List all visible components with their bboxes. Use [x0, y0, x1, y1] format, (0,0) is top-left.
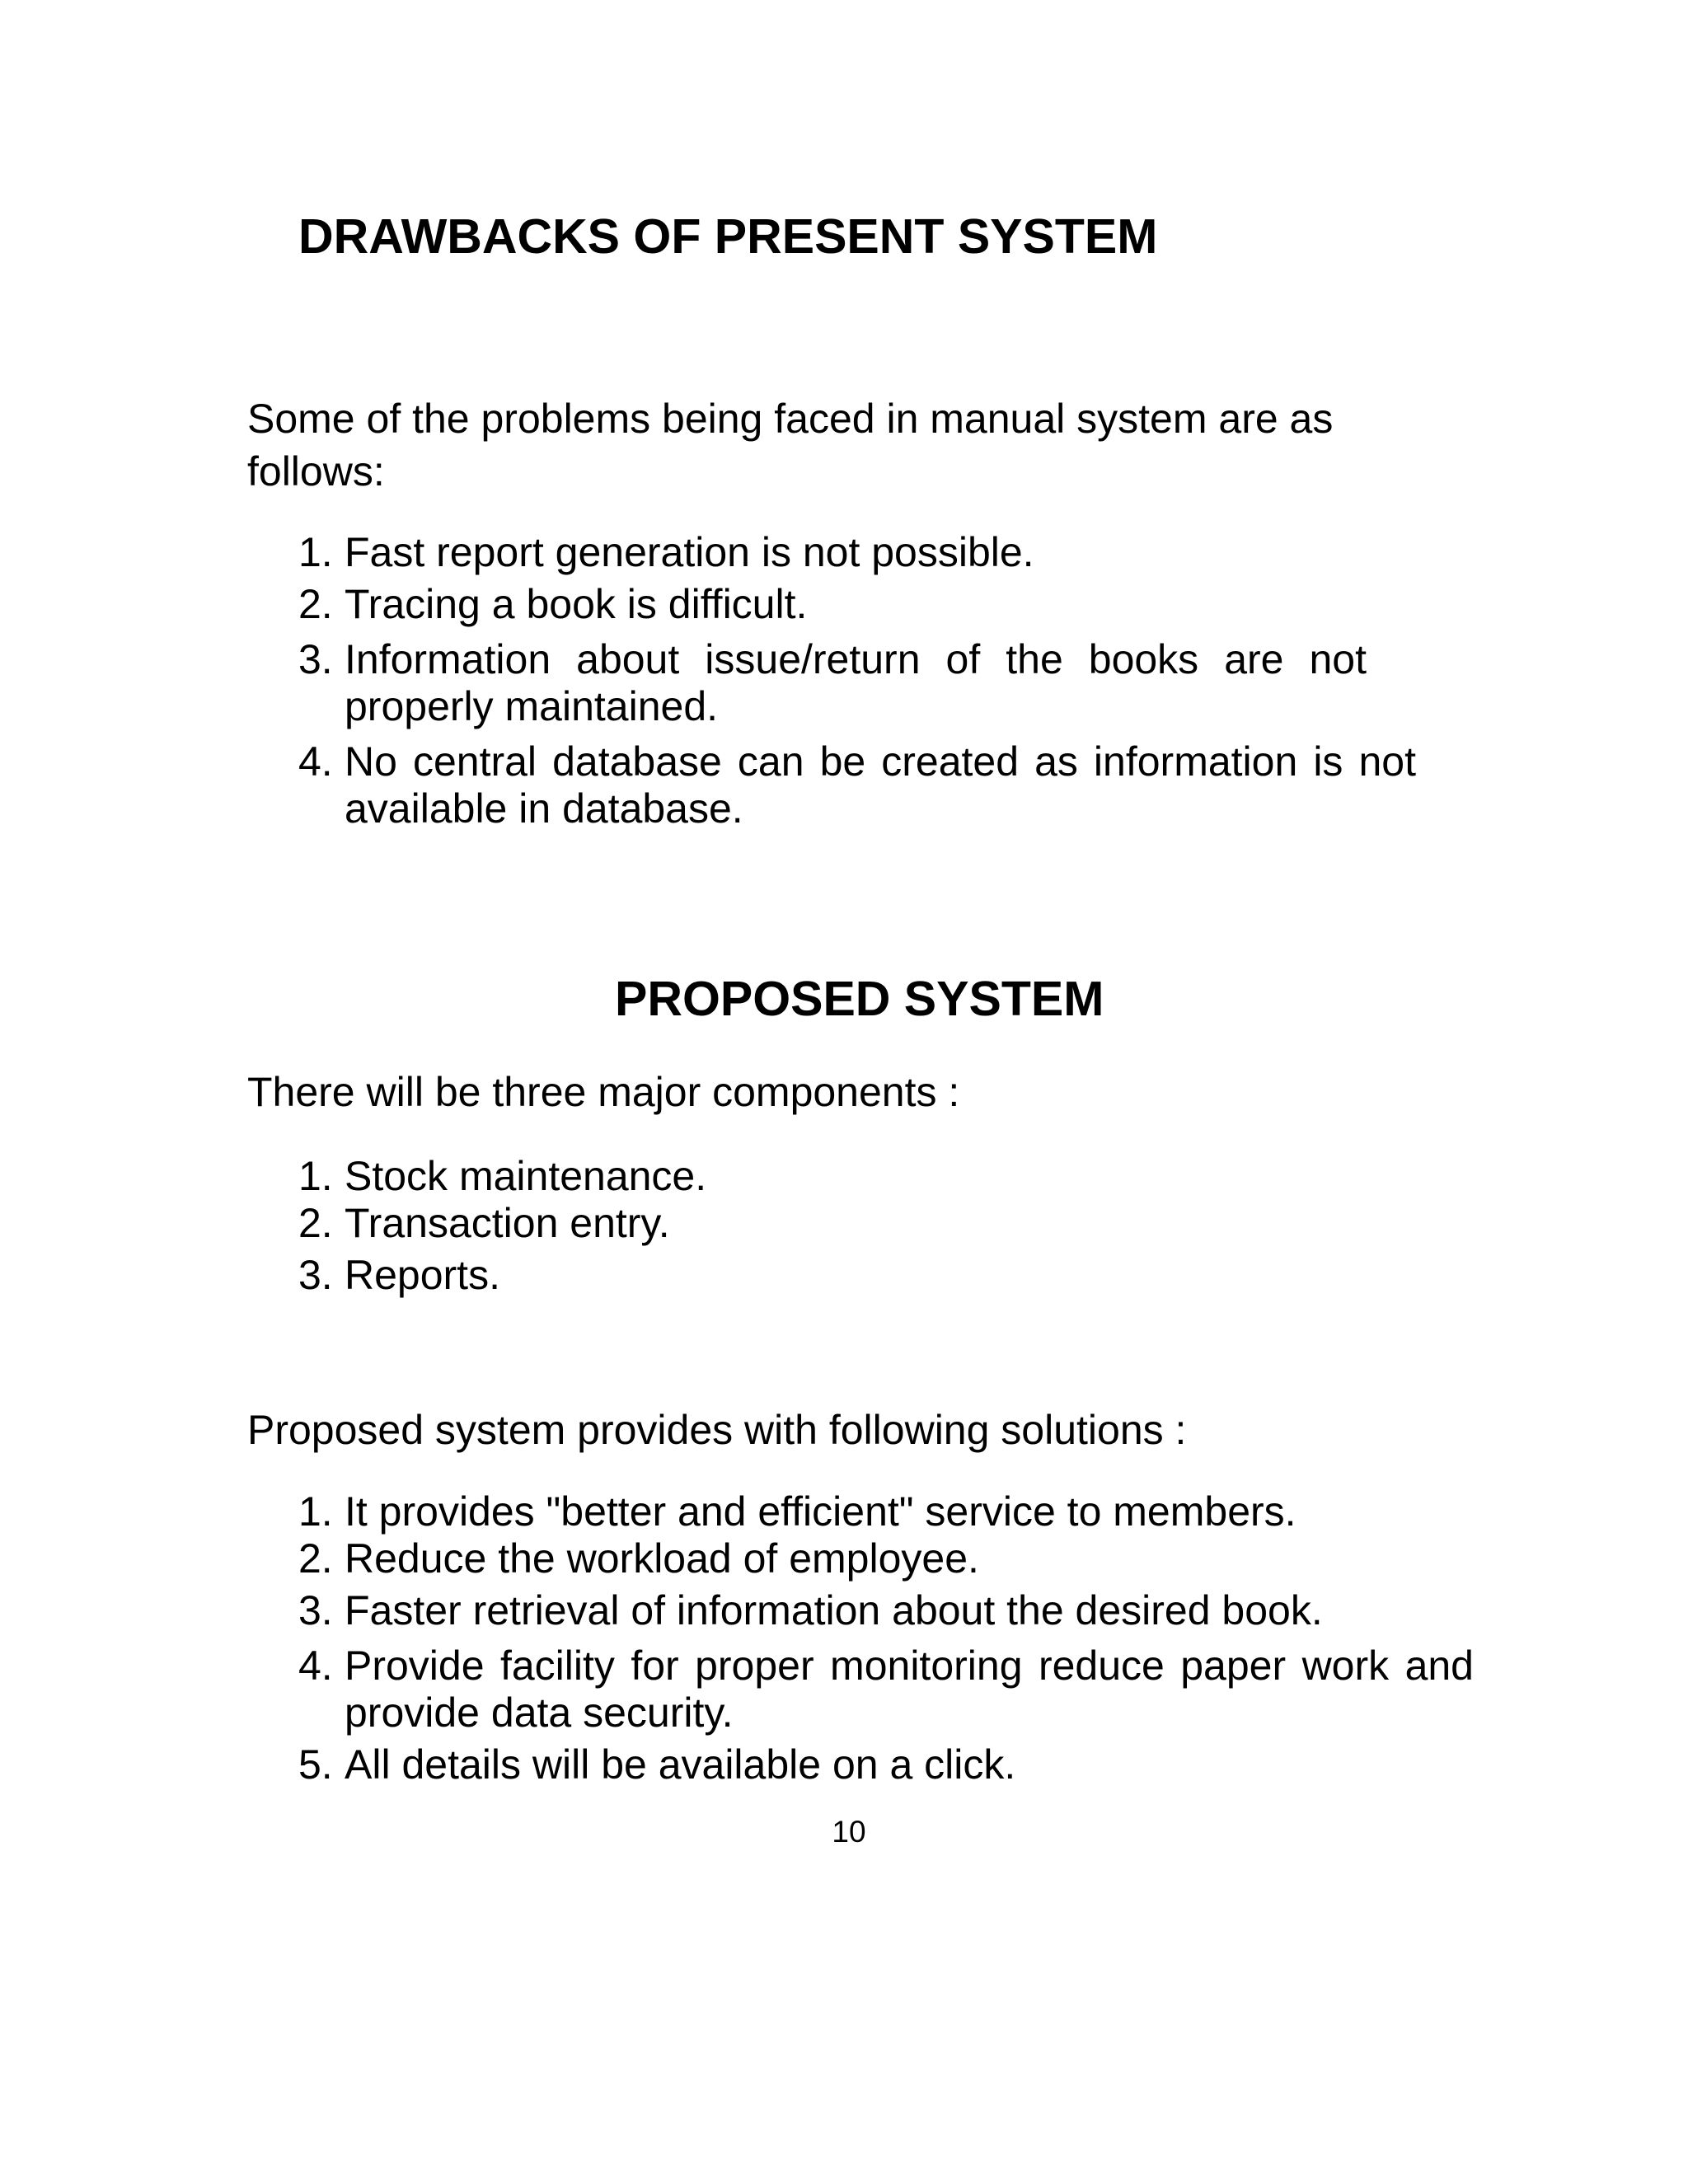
page-number: 10 — [832, 1815, 866, 1849]
list-item — [298, 1587, 1428, 1634]
list-item-text: No central database can be created as information is not available in database. — [345, 738, 1416, 832]
list-item-text: It provides "better and efficient" service to members. — [345, 1488, 1296, 1535]
list-item-text: Reduce the workload of employee. — [345, 1535, 979, 1582]
list-item-number: 1. — [298, 1488, 333, 1535]
list-item-number: 3. — [298, 636, 333, 682]
list-item-number: 4. — [298, 1643, 333, 1689]
list-item-text: Reports. — [345, 1252, 500, 1298]
drawbacks-list — [298, 529, 1428, 832]
list-item-number: 3. — [298, 1587, 333, 1633]
list-item-text: Provide facility for proper monitoring reduce paper work and provide data security. — [345, 1643, 1474, 1736]
list-item — [298, 1200, 1428, 1247]
list-item-number: 1. — [298, 1153, 333, 1199]
list-item — [298, 1643, 1474, 1736]
list-item-text: Tracing a book is difficult. — [345, 581, 808, 627]
list-item-number: 2. — [298, 1535, 333, 1582]
list-item-number: 5. — [298, 1741, 333, 1788]
solutions-list — [298, 1488, 1474, 1788]
list-item — [298, 1252, 1428, 1299]
list-item-text: Faster retrieval of information about the desired book. — [345, 1587, 1323, 1633]
drawbacks-intro: Some of the problems being faced in manual system are as follows: — [247, 396, 1334, 494]
components-list — [298, 1153, 1428, 1299]
list-item — [298, 1153, 1428, 1200]
drawbacks-heading: DRAWBACKS OF PRESENT SYSTEM — [298, 209, 1158, 264]
list-item — [298, 738, 1416, 832]
list-item — [298, 529, 1428, 576]
list-item-number: 4. — [298, 738, 333, 785]
list-item-text: Stock maintenance. — [345, 1153, 707, 1199]
list-item-text: Fast report generation is not possible. — [345, 529, 1034, 575]
solutions-intro: Proposed system provides with following solutions : — [247, 1407, 1187, 1453]
list-item — [298, 581, 1428, 628]
list-item — [298, 1741, 1428, 1788]
components-intro: There will be three major components : — [247, 1069, 960, 1115]
list-item-number: 2. — [298, 1200, 333, 1246]
proposed-heading: PROPOSED SYSTEM — [615, 972, 1104, 1026]
list-item-text: All details will be available on a click. — [345, 1741, 1016, 1788]
list-item-number: 1. — [298, 529, 333, 575]
list-item-number: 2. — [298, 581, 333, 627]
list-item — [298, 1535, 1428, 1582]
list-item-number: 3. — [298, 1252, 333, 1298]
list-item-text: Information about issue/return of the books are not properly maintained. — [345, 636, 1367, 729]
list-item — [298, 636, 1367, 730]
list-item — [298, 1488, 1428, 1535]
list-item-text: Transaction entry. — [345, 1200, 670, 1246]
